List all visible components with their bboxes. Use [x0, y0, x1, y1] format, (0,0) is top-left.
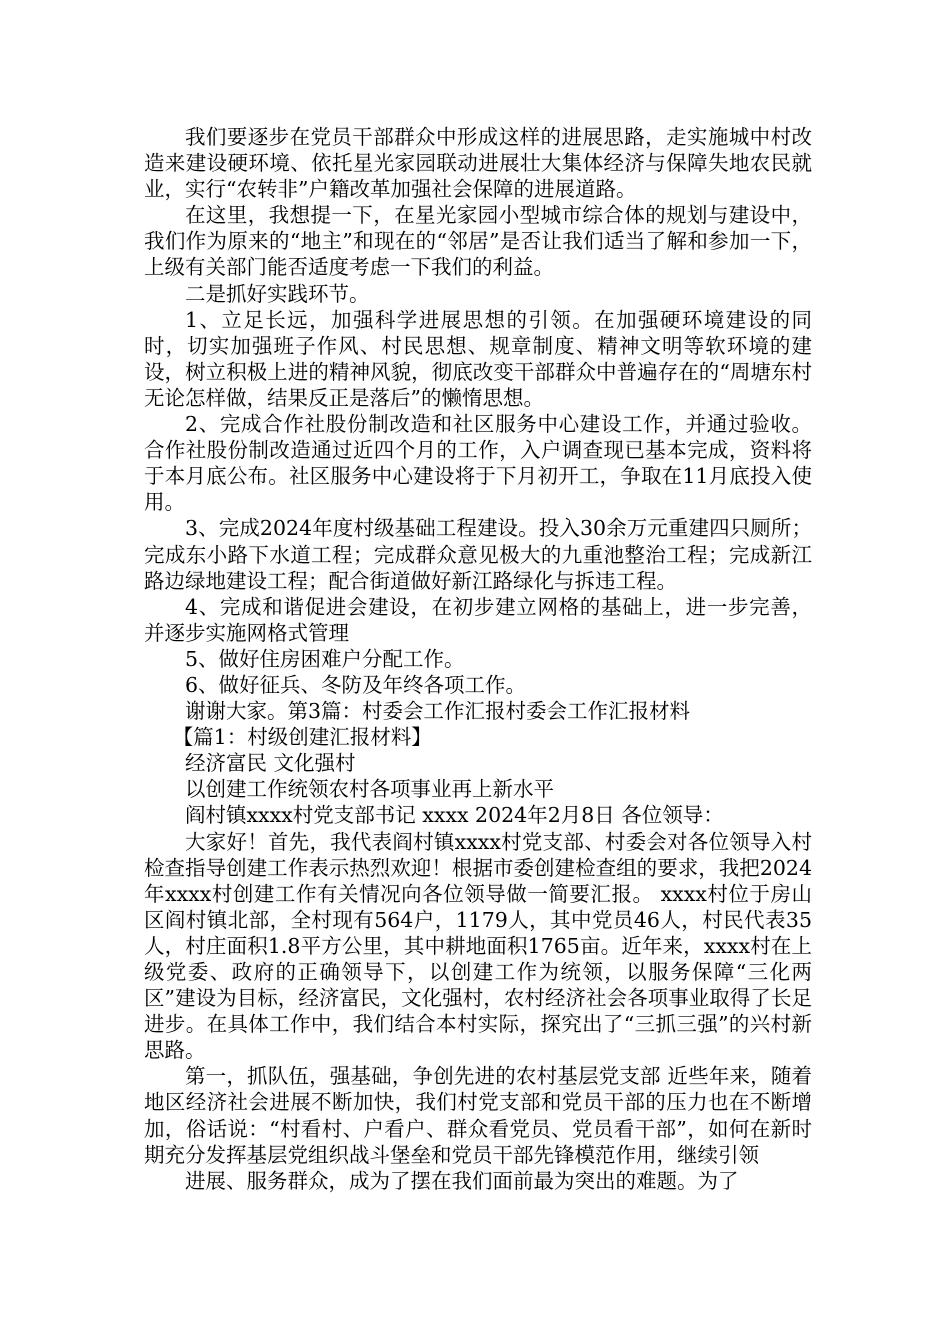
- paragraph: 5、做好住房困难户分配工作。: [185, 646, 465, 671]
- paragraph: 1、立足长远，加强科学进展思想的引领。在加强硬环境建设的同时，切实加强班子作风、村民思想、规章制度、精神文明等软环境的建设，树立积极上进的精神风貌，彻底改变干部群众中普遍存在的“周塘东村无论怎样做，结果反正是落后”的懒惰思想。: [144, 307, 812, 410]
- paragraph: 大家好！首先，我代表阎村镇xxxx村党支部、村委会对各位领导入村检查指导创建工作表示热烈欢迎！根据市委创建检查组的要求，我把2024年xxxx村创建工作有关情况向各位领导做一简要汇报。 xxxx村位于房山区阎村镇北部，全村现有564户，1179人，其中党员46人，村民代表35人，村庄面积1.8平方公里，其中耕地面积1765亩。近年来，xxxx村在上级党委、政府的正确领导下，以创建工作为统领，以服务保障“三化两区”建设为目标，经济富民，文化强村，农村经济社会各项事业取得了长足进步。在具体工作中，我们结合本村实际，探究出了“三抓三强”的兴村新思路。: [144, 829, 812, 1063]
- paragraph: 第一，抓队伍，强基础，争创先进的农村基层党支部 近些年来，随着地区经济社会进展不断加快，我们村党支部和党员干部的压力也在不断增加，俗话说：“村看村、户看户、群众看党员、党员看干部”，如何在新时期充分发挥基层党组织战斗堡垒和党员干部先锋模范作用，继续引领: [144, 1064, 812, 1167]
- paragraph: 我们要逐步在党员干部群众中形成这样的进展思路，走实施城中村改造来建设硬环境、依托星光家园联动进展壮大集体经济与保障失地农民就业，实行“农转非”户籍改革加强社会保障的进展道路。: [144, 125, 812, 202]
- paragraph: 4、完成和谐促进会建设，在初步建立网格的基础上，进一步完善，并逐步实施网格式管理: [144, 594, 812, 645]
- paragraph: 3、完成2024年度村级基础工程建设。投入30余万元重建四只厕所；完成东小路下水道工程；完成群众意见极大的九重池整治工程；完成新江路边绿地建设工程；配合街道做好新江路绿化与拆违工程。: [144, 516, 812, 593]
- paragraph: 2、完成合作社股份制改造和社区服务中心建设工作，并通过验收。合作社股份制改造通过近四个月的工作，入户调查现已基本完成，资料将于本月底公布。社区服务中心建设将于下月初开工，争取在11月底投入使用。: [144, 412, 812, 515]
- paragraph: 二是抓好实践环节。: [185, 281, 370, 306]
- paragraph: 【篇1：村级创建汇报材料】: [172, 725, 432, 750]
- paragraph: 以创建工作统领农村各项事业再上新水平: [185, 777, 554, 802]
- paragraph: 经济富民 文化强村: [185, 751, 356, 776]
- paragraph: 进展、服务群众，成为了摆在我们面前最为突出的难题。为了: [185, 1168, 739, 1193]
- paragraph: 谢谢大家。第3篇：村委会工作汇报村委会工作汇报材料: [185, 699, 691, 724]
- paragraph: 6、做好征兵、冬防及年终各项工作。: [185, 672, 527, 697]
- paragraph: 阎村镇xxxx村党支部书记 xxxx 2024年2月8日 各位领导：: [185, 803, 724, 828]
- paragraph: 在这里，我想提一下，在星光家园小型城市综合体的规划与建设中，我们作为原来的“地主”和现在的“邻居”是否让我们适当了解和参加一下，上级有关部门能否适度考虑一下我们的利益。: [144, 203, 812, 280]
- document-body: [144, 124, 812, 1194]
